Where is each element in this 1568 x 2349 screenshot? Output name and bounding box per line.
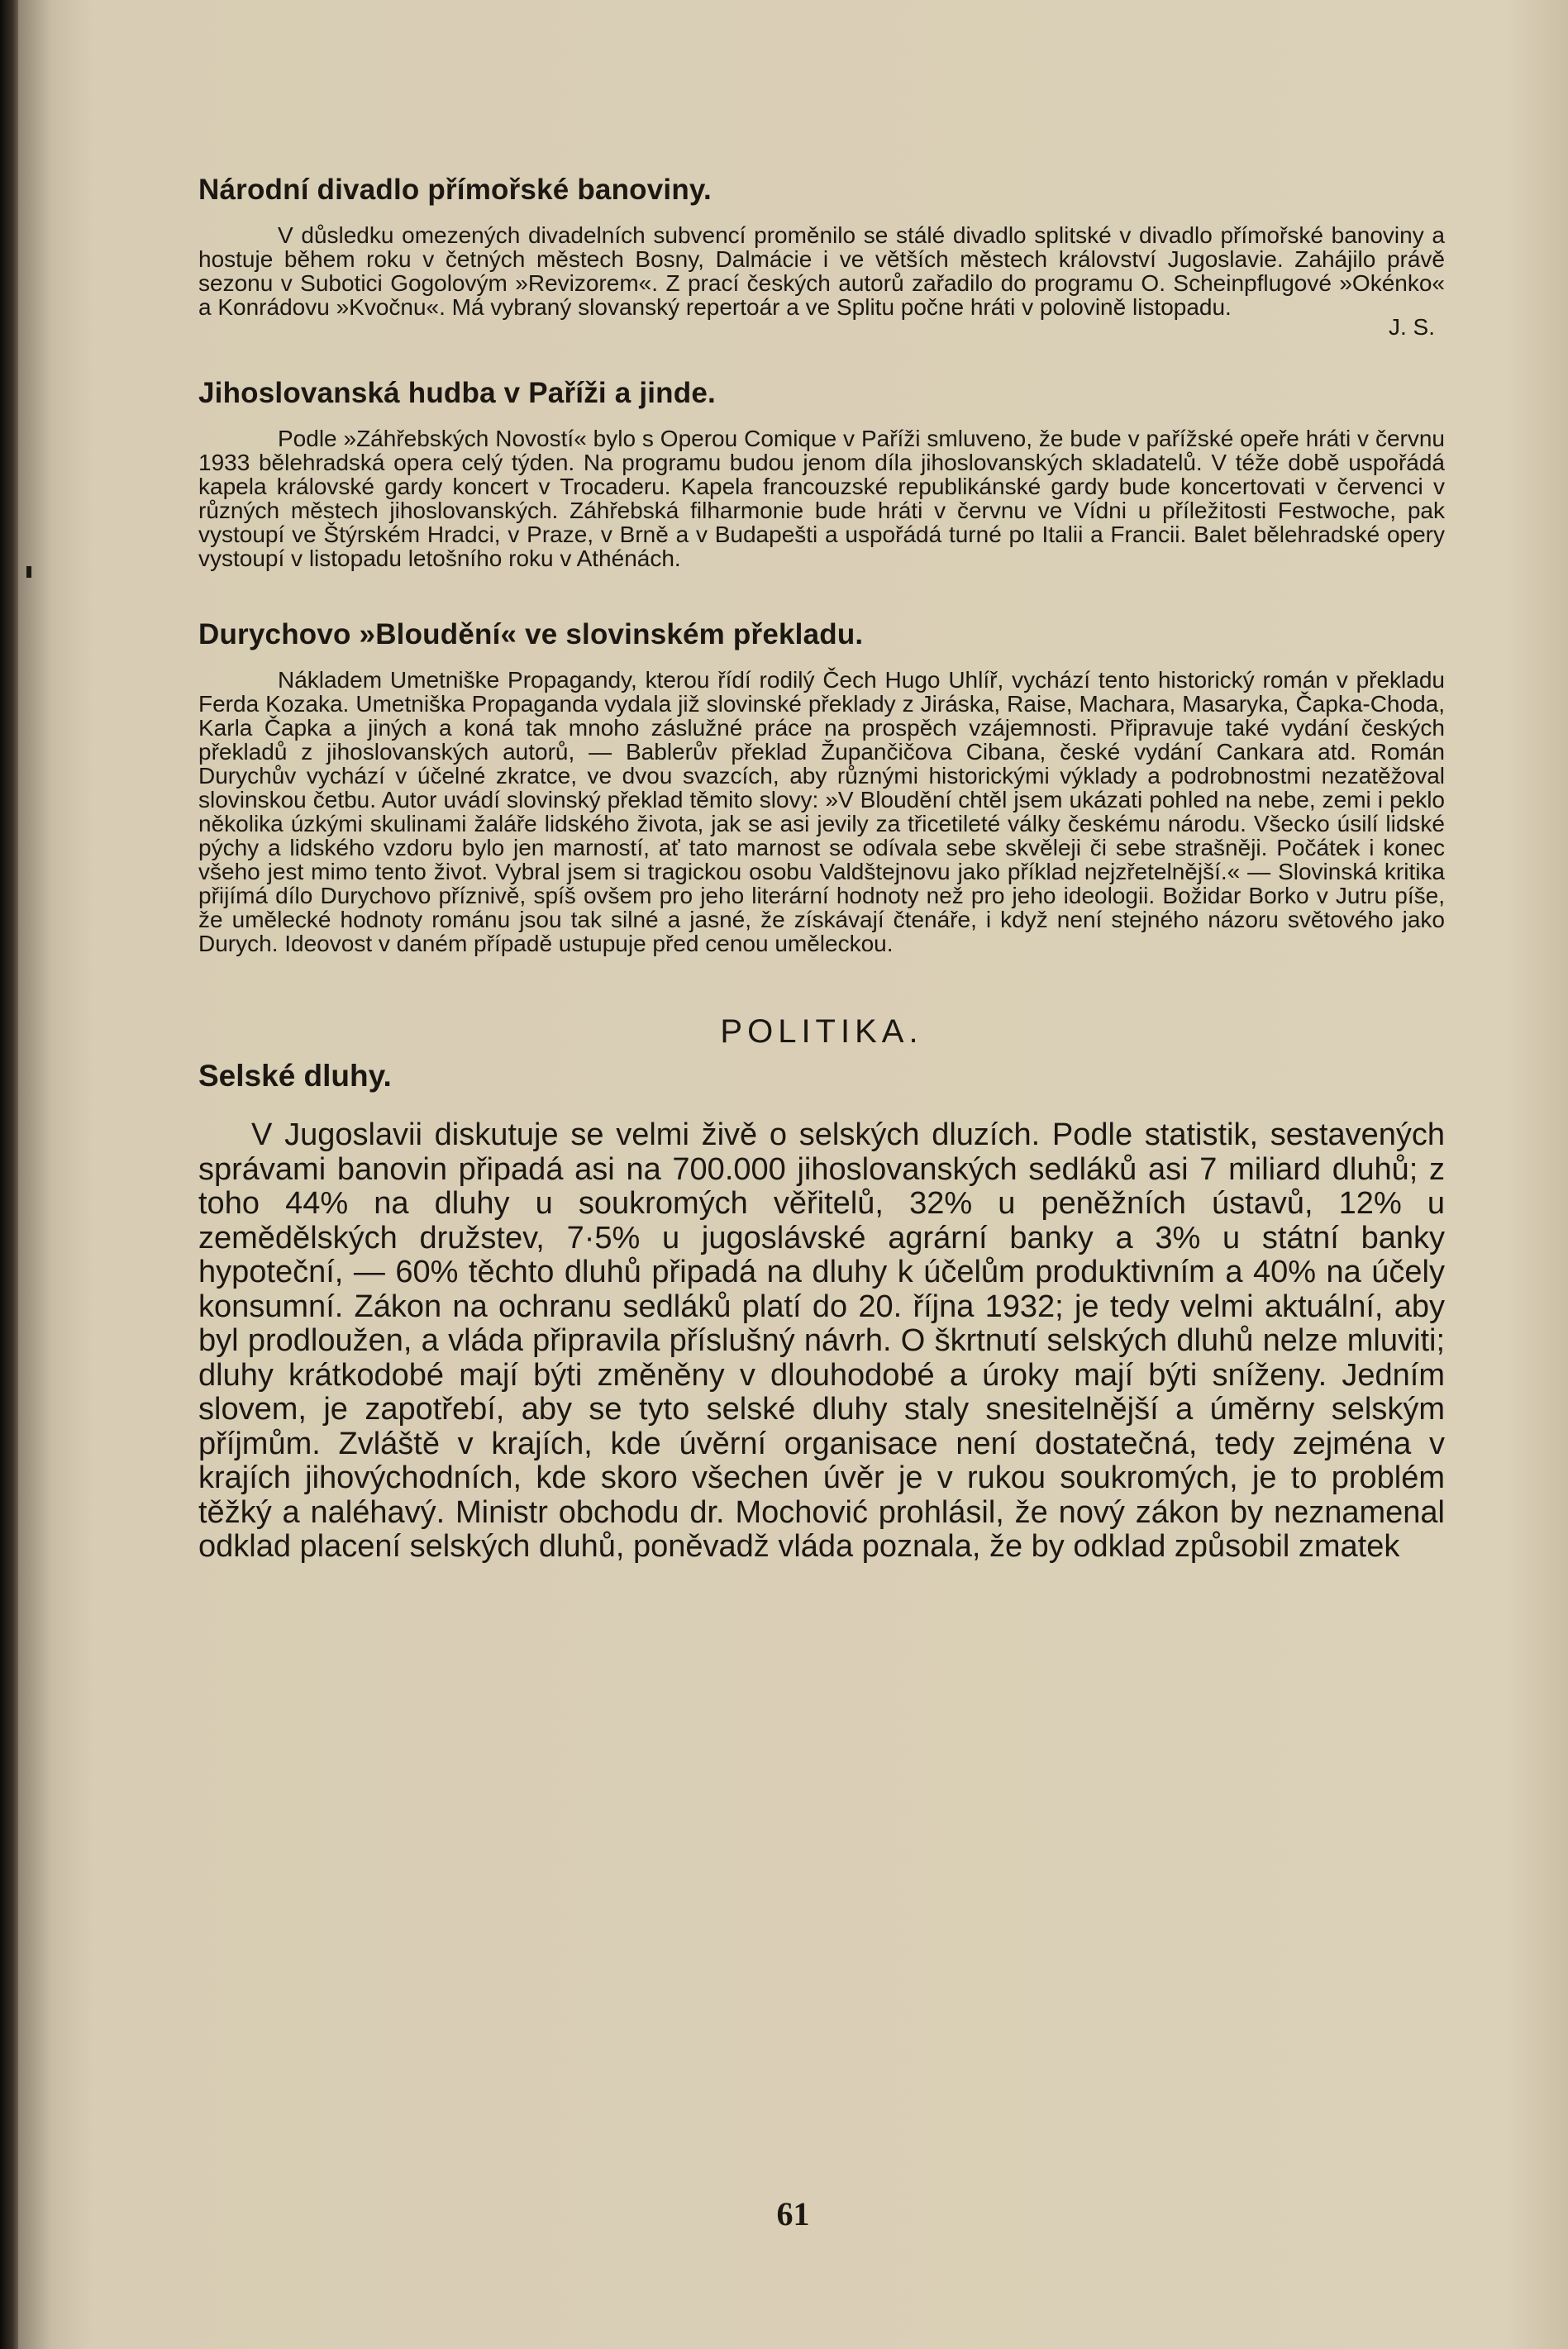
article-title: Selské dluhy.: [198, 1059, 392, 1093]
article-yugoslav-music: [198, 377, 1445, 570]
politics-section: [198, 1013, 1445, 1565]
article-national-theatre: [198, 174, 1445, 341]
book-binding-edge: [0, 0, 18, 2349]
article-durych-translation: [198, 618, 1445, 955]
article-title: Jihoslovanská hudba v Paříži a jinde.: [198, 377, 716, 409]
article-title: Národní divadlo přímořské banoviny.: [198, 174, 712, 206]
page-number: 61: [776, 2195, 810, 2232]
article-body: Podle »Záhřebských Novostí« bylo s Operou Comique v Paříži smluveno, že bude v pařížské opeře hráti v červnu 1933 bělehradská opera celý týden. Na programu budou jenom díla jihoslovanských skladatelů. V téže době uspořádá kapela královské gardy koncert v Trocaderu. Kapela francouzské republikánské gardy bude koncertovati v červenci v různých městech jihoslovanských. Záhřebská filharmonie bude hráti v červnu ve Vídni u příležitosti Festwoche, pak vystoupí ve Štýrském Hradci, v Praze, v Brně a v Budapešti a uspořádá turné po Italii a Francii. Balet bělehradské opery vystoupí v listopadu letošního roku v Athénách.: [198, 426, 1445, 571]
margin-mark: [26, 566, 31, 578]
page-content: [198, 174, 1445, 1608]
article-title: Durychovo »Bloudění« ve slovinském překladu.: [198, 618, 864, 650]
page: [18, 0, 1568, 2349]
article-body: V důsledku omezených divadelních subvencí proměnilo se stálé divadlo splitské v divadlo přímořské banoviny a hostuje během roku v četných městech Bosny, Dalmácie i ve větších městech království Jugoslavie. Zahájilo právě sezonu v Subotici Gogolovým »Revizorem«. Z prací českých autorů zařadilo do programu O. Scheinpflugové »Okénko« a Konrádovu »Kvočnu«. Má vybraný slovanský repertoár a ve Splitu počne hráti v polovině listopadu.: [198, 222, 1445, 320]
article-body: V Jugoslavii diskutuje se velmi živě o selských dluzích. Podle statistik, sestavených správami banovin připadá asi na 700.000 jihoslovanských sedláků asi 7 miliard dluhů; z toho 44% na dluhy u soukromých věřitelů, 32% u peněžních ústavů, 12% u zemědělských družstev, 7·5% u jugoslávské agrární banky a 3% u státní banky hypoteční, — 60% těchto dluhů připadá na dluhy k účelům produktivním a 40% na účely konsumní. Zákon na ochranu sedláků platí do 20. října 1932; je tedy velmi aktuální, aby byl prodloužen, a vláda připravila příslušný návrh. O škrtnutí selských dluhů nelze mluviti; dluhy krátkodobé mají býti změněny v dlouhodobé a úroky mají býti sníženy. Jedním slovem, je zapotřebí, aby se tyto selské dluhy staly snesitelnější a úměrny selským příjmům. Zvláště v krajích, kde úvěrní organisace není dostatečná, tedy zejména v krajích jihovýchodních, kde skoro všechen úvěr je v rukou soukromých, je to problém těžký a naléhavý. Ministr obchodu dr. Mochović prohlásil, že nový zákon by neznamenal odklad placení selských dluhů, poněvadž vláda poznala, že by odklad způsobil zmatek: [198, 1117, 1445, 1564]
section-title: POLITIKA.: [720, 1013, 923, 1050]
article-body: Nákladem Umetniške Propagandy, kterou řídí rodilý Čech Hugo Uhlíř, vychází tento historický román v překladu Ferda Kozaka. Umetniška Propaganda vydala již slovinské překlady z Jiráska, Raise, Machara, Masaryka, Čapka-Choda, Karla Čapka a jiných a koná tak mnoho záslužné práce na prospěch vzájemnosti. Připravuje také vydání českých překladů z jihoslovanských autorů, — Bablerův překlad Župančičova Cibana, české vydání Cankara atd. Román Durychův vychází v účelné zkratce, ve dvou svazcích, aby různými historickými výklady a podrobnostmi nezatěžoval slovinskou četbu. Autor uvádí slovinský překlad těmito slovy: »V Bloudění chtěl jsem ukázati pohled na nebe, zemi i peklo několika úzkými skulinami žaláře lidského života, jak se asi jevily za třicetileté války českému národu. Všecko úsilí lidské pýchy a lidského vzdoru bylo jen marností, ať tato marnost se odívala sebe skvěleji či sebe strašněji. Počátek i konec všeho jest mimo tento život. Vybral jsem si tragickou osobu Valdštejnovu jako příklad nejzřetelnější.« — Slovinská kritika přijímá dílo Durychovo příznivě, spíš ovšem pro jeho literární hodnoty než pro jeho ideologii. Božidar Borko v Jutru píše, že umělecké hodnoty románu jsou tak silné a jasné, že získávají čtenáře, i když není stejného názoru světového jako Durych. Ideovost v daném případě ustupuje před cenou uměleckou.: [198, 667, 1445, 956]
author-signature: J. S.: [1388, 314, 1435, 340]
